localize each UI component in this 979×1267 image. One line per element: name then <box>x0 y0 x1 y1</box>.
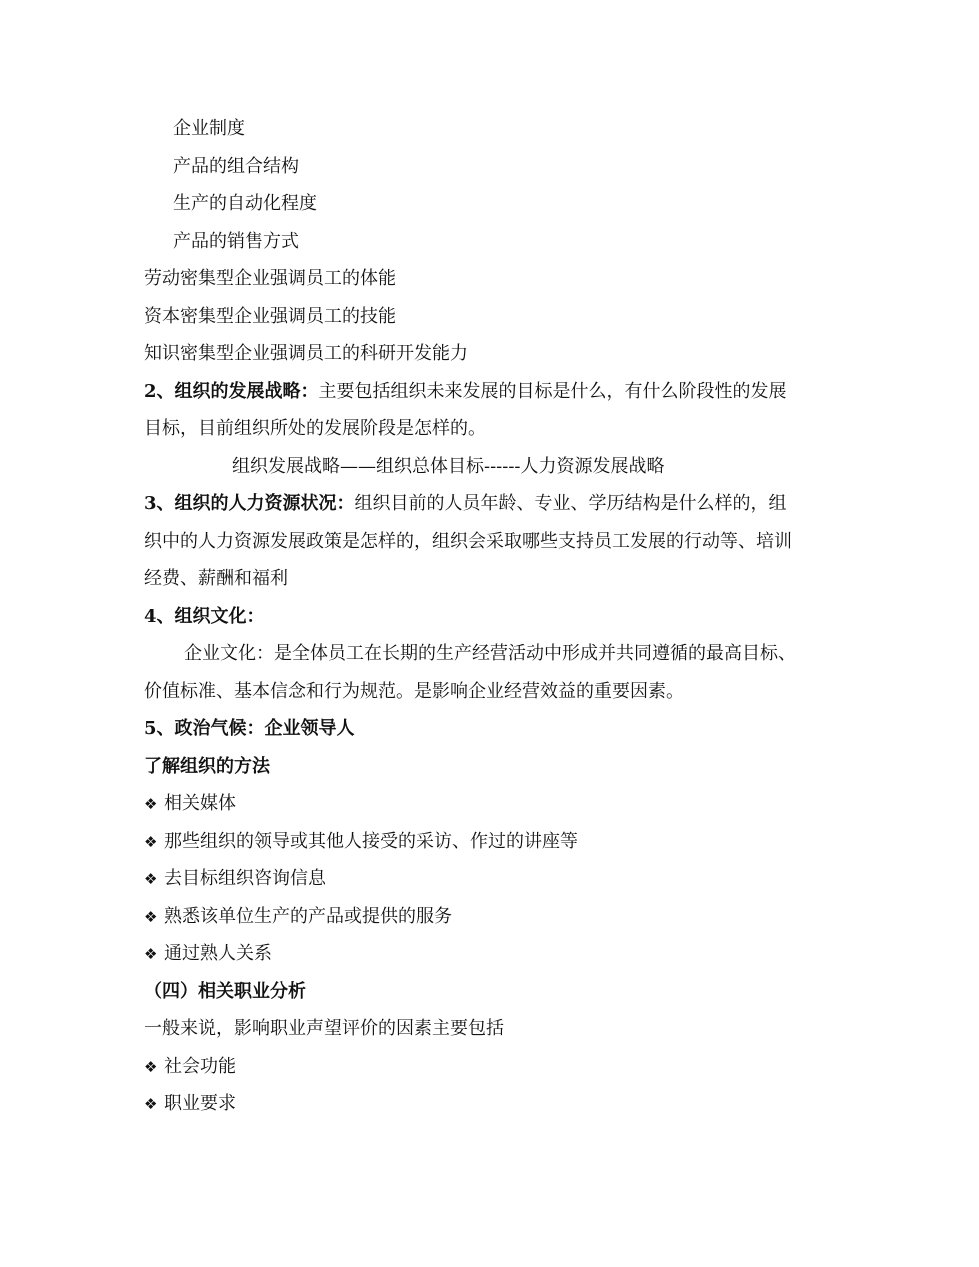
methods-item-text: 通过熟人关系 <box>164 943 272 964</box>
section5-heading: 5、政治气候：企业领导人 <box>144 718 355 739</box>
factors-item-text: 职业要求 <box>164 1093 236 1114</box>
section3-paragraph <box>144 485 844 523</box>
methods-item-text: 熟悉该单位生产的产品或提供的服务 <box>164 905 452 927</box>
diamond-bullet-icon: ❖ <box>144 870 158 888</box>
factor-item: 产品的销售方式 <box>173 230 299 252</box>
factors-list-item <box>144 1048 844 1086</box>
section3-text-cont2: 经费、薪酬和福利 <box>144 568 288 589</box>
section4-heading: 4、组织文化： <box>144 605 265 627</box>
intensity-line: 资本密集型企业强调员工的技能 <box>144 305 396 327</box>
section4-text: 企业文化：是全体员工在长期的生产经营活动中形成并共同遵循的最高目标、 <box>184 643 796 664</box>
diamond-bullet-icon: ❖ <box>144 1095 158 1113</box>
section2-text: 主要包括组织未来发展的目标是什么，有什么阶段性的发展 <box>318 380 787 402</box>
methods-item-text: 相关媒体 <box>164 793 236 814</box>
section-four-intro: 一般来说，影响职业声望评价的因素主要包括 <box>144 1018 504 1039</box>
diamond-bullet-icon: ❖ <box>144 832 158 851</box>
methods-heading: 了解组织的方法 <box>144 755 270 777</box>
section2-formula: 组织发展战略——组织总体目标------人力资源发展战略 <box>232 455 665 477</box>
section3-heading: 3、组织的人力资源状况： <box>144 493 355 514</box>
methods-list-item <box>144 935 844 973</box>
section2-heading: 2、组织的发展战略： <box>144 380 319 402</box>
diamond-bullet-icon: ❖ <box>144 1057 158 1076</box>
intensity-line: 劳动密集型企业强调员工的体能 <box>144 268 396 289</box>
section2-paragraph <box>144 373 844 411</box>
factor-item: 企业制度 <box>173 118 245 139</box>
factor-item: 产品的组合结构 <box>173 155 299 177</box>
section4-text-cont: 价值标准、基本信念和行为规范。是影响企业经营效益的重要因素。 <box>144 680 684 702</box>
methods-list-item <box>144 785 844 823</box>
diamond-bullet-icon: ❖ <box>144 945 158 963</box>
section-four-heading: （四）相关职业分析 <box>144 980 306 1002</box>
section2-text-cont: 目标，目前组织所处的发展阶段是怎样的。 <box>144 418 486 439</box>
diamond-bullet-icon: ❖ <box>144 795 158 813</box>
methods-list-item <box>144 898 844 936</box>
diamond-bullet-icon: ❖ <box>144 907 158 926</box>
methods-item-text: 那些组织的领导或其他人接受的采访、作过的讲座等 <box>164 830 578 852</box>
methods-item-text: 去目标组织咨询信息 <box>164 868 326 889</box>
document-page <box>144 110 844 1123</box>
factors-list-item <box>144 1085 844 1123</box>
intensity-line: 知识密集型企业强调员工的科研开发能力 <box>144 343 468 364</box>
section3-text: 组织目前的人员年龄、专业、学历结构是什么样的，组 <box>354 493 787 514</box>
factor-item: 生产的自动化程度 <box>173 193 317 214</box>
methods-list-item <box>144 823 844 861</box>
section3-text-cont: 织中的人力资源发展政策是怎样的，组织会采取哪些支持员工发展的行动等、培训 <box>144 530 792 552</box>
methods-list-item <box>144 860 844 898</box>
factors-item-text: 社会功能 <box>164 1055 236 1077</box>
